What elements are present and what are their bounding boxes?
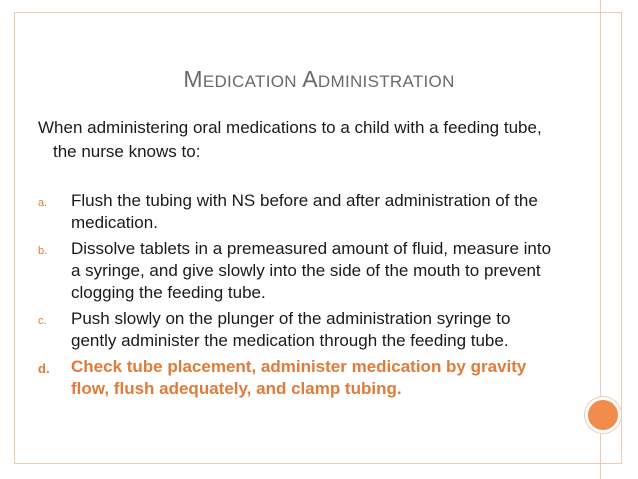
option-text: Flush the tubing with NS before and after administration of the medication.	[71, 191, 538, 232]
question-stem: When administering oral medications to a child with a feeding tube, the nurse knows to:	[38, 118, 542, 161]
option-text: Check tube placement, administer medication by gravity flow, flush adequately, and clamp tubing.	[71, 357, 527, 398]
accent-circle-decoration	[585, 397, 621, 433]
option-b	[38, 238, 558, 304]
option-a	[38, 190, 558, 234]
option-d-correct	[38, 356, 558, 400]
option-marker: d.	[38, 361, 50, 376]
option-marker: b.	[38, 245, 48, 257]
option-c	[38, 308, 558, 352]
option-marker: c.	[38, 315, 47, 327]
title-initial-2: A	[302, 66, 318, 92]
option-text: Push slowly on the plunger of the administration syringe to gently administer the medication through the feeding tube.	[71, 309, 511, 350]
title-rest-1: EDICATION	[202, 72, 297, 91]
answer-options-list	[38, 190, 558, 404]
option-marker: a.	[38, 197, 48, 209]
title-rest-2: DMINISTRATION	[317, 72, 455, 91]
title-initial-1: M	[183, 66, 203, 92]
slide-title	[0, 66, 638, 93]
option-text: Dissolve tablets in a premeasured amount of fluid, measure into a syringe, and give slowly into the side of the mouth to prevent clogging the feeding tube.	[71, 239, 552, 302]
